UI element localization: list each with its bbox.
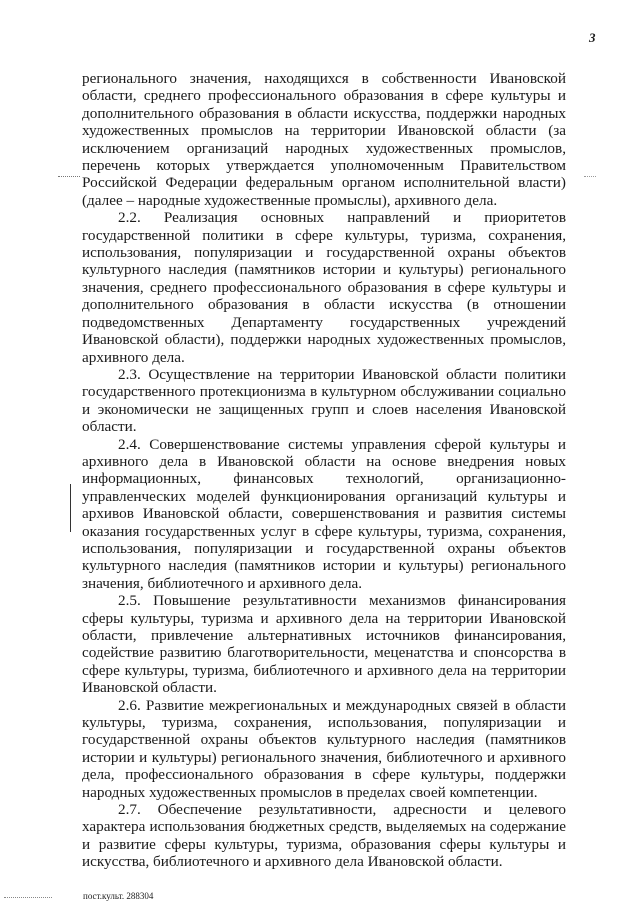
- paragraph-2-4: 2.4. Совершенствование системы управления сферой культуры и архивного дела в Ивановской области на основе внедрения новых информационных, финансовых технологий, организационно-управленческих моделей функционирования организаций культуры и архивов Ивановской области, совершенствования и развития системы оказания государственных услуг в сфере культуры, туризма, сохранения, использования, популяризации и государственной охраны объектов культурного наследия (памятников истории и культуры) регионального значения, библиотечного и архивного дела.: [82, 435, 566, 592]
- footer-reference: пост.культ. 288304: [83, 891, 154, 901]
- margin-mark: [70, 484, 71, 532]
- paragraph-2-3: 2.3. Осуществление на территории Ивановской области политики государственного протекционизма в культурном обслуживании социально и экономически не защищенных групп и слоев населения Ивановской области.: [82, 365, 566, 436]
- paragraph-2-2: 2.2. Реализация основных направлений и приоритетов государственной политики в сфере культуры, туризма, сохранения, использования, популяризации и государственной охраны объектов культурного наследия (памятников истории и культуры) регионального значения, среднего профессионального образования в сфере культуры и дополнительного образования в области искусства (в отношении подведомственных Департаменту государственных учреждений Ивановской области), поддержки народных художественных промыслов, архивного дела.: [82, 209, 566, 366]
- paragraph-2-5: 2.5. Повышение результативности механизмов финансирования сферы культуры, туризма и архивного дела на территории Ивановской области, привлечение альтернативных источников финансирования, содействие развитию благотворительности, меценатства и спонсорства в сфере культуры, туризма, библиотечного и архивного дела на территории Ивановской области.: [82, 592, 566, 697]
- scan-artifact: [584, 176, 596, 177]
- document-body: [82, 70, 566, 871]
- scan-artifact: [58, 176, 80, 177]
- paragraph-2-6: 2.6. Развитие межрегиональных и международных связей в области культуры, туризма, сохранения, использования, популяризации и государственной охраны объектов культурного наследия (памятников истории и культуры) регионального значения, библиотечного и архивного дела, профессионального образования в сфере культуры, поддержки народных художественных промыслов в пределах своей компетенции.: [82, 696, 566, 801]
- paragraph-continuation: регионального значения, находящихся в собственности Ивановской области, среднего профессионального образования в сфере культуры и дополнительного образования в области искусства, поддержки народных художественных промыслов на территории Ивановской области (за исключением организаций народных художественных промыслов, перечень которых утверждается уполномоченным Правительством Российской Федерации федеральным органом исполнительной власти) (далее – народные художественные промыслы), архивного дела.: [82, 70, 566, 209]
- scan-artifact: [4, 897, 52, 898]
- paragraph-2-7: 2.7. Обеспечение результативности, адресности и целевого характера использования бюджетных средств, выделяемых на содержание и развитие сферы культуры, туризма, образования сферы культуры и искусства, библиотечного и архивного дела Ивановской области.: [82, 801, 566, 871]
- page-number: 3: [589, 30, 596, 45]
